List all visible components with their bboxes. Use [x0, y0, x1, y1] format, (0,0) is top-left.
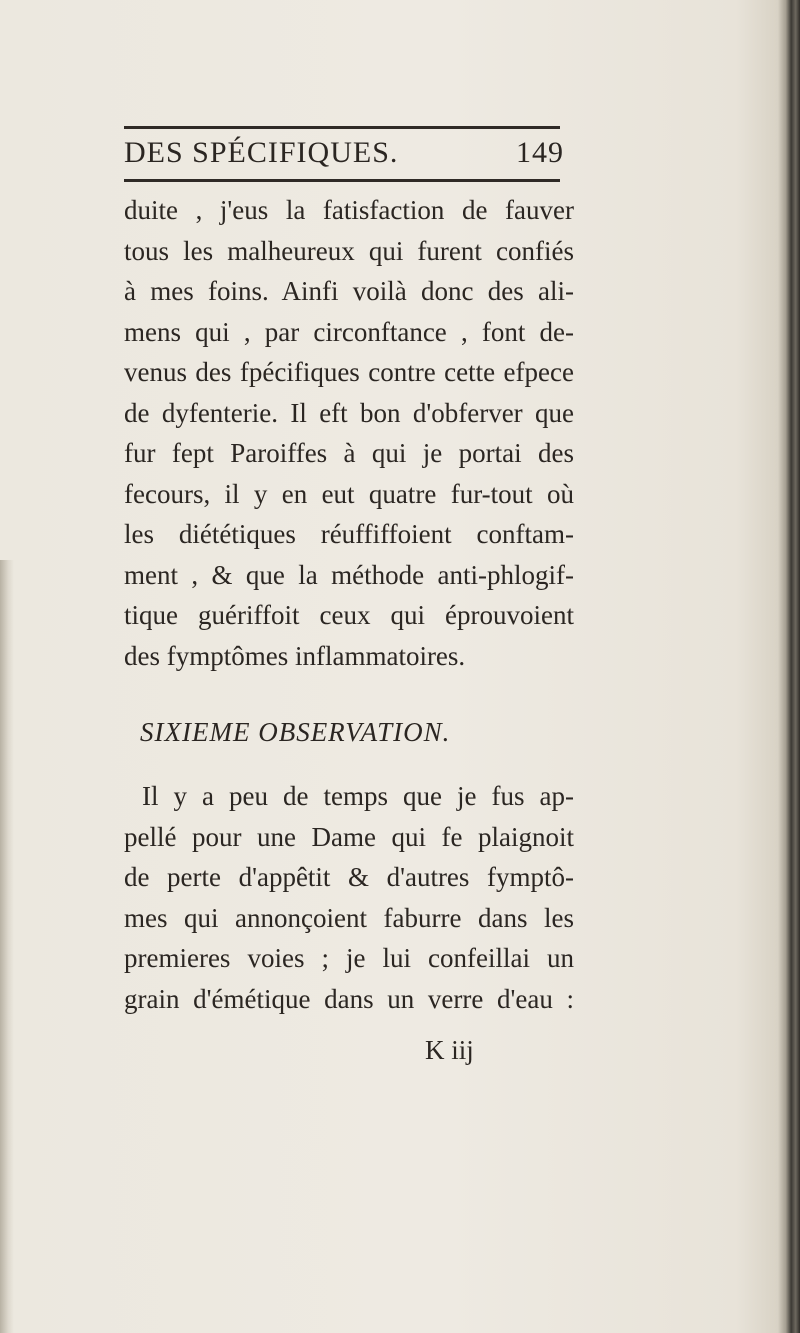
header-rule-top	[124, 126, 560, 129]
text-line: à mes foins. Ainfi voilà donc des ali-	[124, 276, 574, 306]
text-line: duite , j'eus la fatisfaction de fauver	[124, 195, 574, 225]
text-line: des fymptômes inflammatoires.	[124, 640, 466, 671]
text-line: ment , & que la méthode anti-phlogif-	[124, 559, 574, 590]
text-line: fecours, il y en eut quatre fur-tout où	[124, 478, 574, 509]
body-paragraph-1	[124, 190, 574, 676]
page-number: 149	[516, 136, 564, 169]
running-title: DES SPÉCIFIQUES.	[124, 136, 399, 169]
text-line: pellé pour une Dame qui fe plaignoit	[124, 821, 574, 852]
text-line: mes qui annonçoient faburre dans les	[124, 902, 574, 933]
text-line: venus des fpécifiques contre cette efpece	[124, 357, 574, 387]
text-line: grain d'émétique dans un verre d'eau :	[124, 983, 574, 1014]
text-line: tous les malheureux qui furent confiés	[124, 235, 574, 266]
section-heading: SIXIEME OBSERVATION.	[140, 717, 451, 747]
header-rule-bottom	[124, 179, 560, 182]
text-line: de perte d'appêtit & d'autres fymptô-	[124, 862, 574, 892]
book-spine-edge	[778, 0, 800, 1333]
signature-mark: K iij	[425, 1035, 474, 1065]
text-line: tique guériffoit ceux qui éprouvoient	[124, 600, 574, 630]
text-line: les diététiques réuffiffoient conftam-	[124, 519, 574, 549]
body-paragraph-2	[124, 776, 574, 1019]
text-line: premieres voies ; je lui confeillai un	[124, 943, 574, 973]
running-header	[124, 130, 564, 176]
text-line: Il y a peu de temps que je fus ap-	[142, 781, 574, 811]
text-line: fur fept Paroiffes à qui je portai des	[124, 438, 574, 468]
text-line: mens qui , par circonftance , font de-	[124, 316, 574, 347]
text-line: de dyfenterie. Il eft bon d'obferver que	[124, 397, 574, 428]
